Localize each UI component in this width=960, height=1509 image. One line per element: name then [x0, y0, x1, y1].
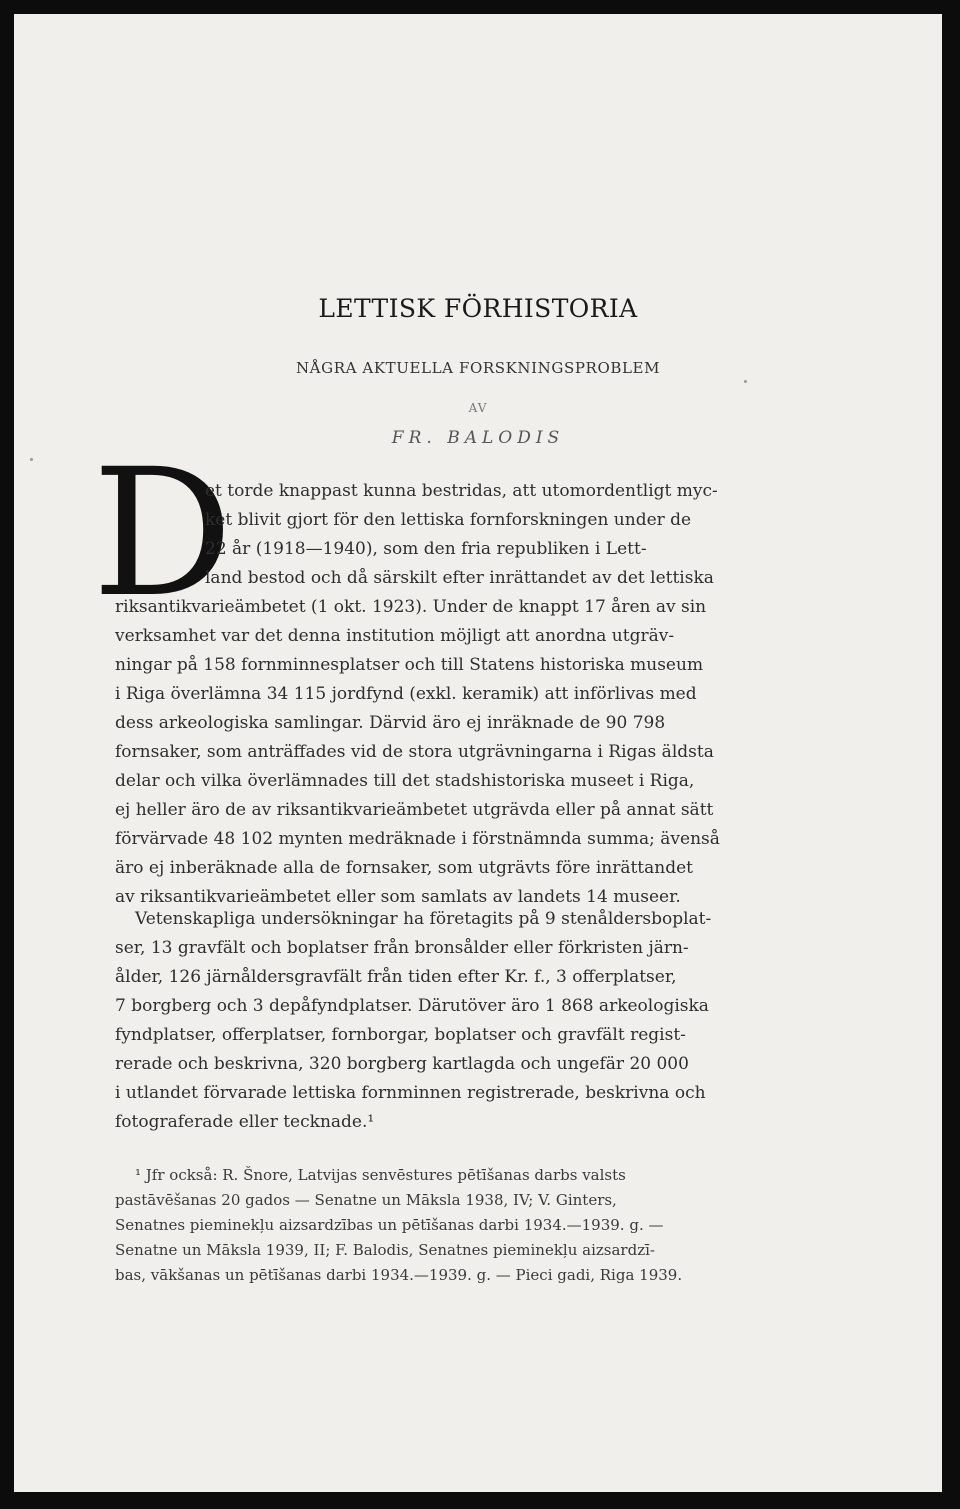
text-line: et torde knappast kunna bestridas, att utomordentligt myc-: [205, 481, 718, 501]
text-line: ningar på 158 fornminnesplatser och till Statens historiska museum: [115, 655, 704, 675]
paragraph-1: [101, 480, 827, 930]
text-line: i Riga överlämna 34 115 jordfynd (exkl. keramik) att införlivas med: [115, 684, 697, 704]
scan-speck: [744, 380, 747, 383]
article-subtitle: NÅGRA AKTUELLA FORSKNINGSPROBLEM: [295, 359, 661, 377]
text-line: dess arkeologiska samlingar. Därvid äro ej inräknade de 90 798: [115, 713, 666, 733]
paragraph-2: [101, 908, 827, 1158]
footnote-line: pastāvēšanas 20 gados — Senatne un Māksla 1938, IV; V. Ginters,: [115, 1191, 617, 1209]
byline-label: AV: [468, 401, 488, 415]
text-line: förvärvade 48 102 mynten medräknade i förstnämnda summa; ävenså: [115, 829, 720, 849]
text-line: i utlandet förvarade lettiska fornminnen registrerade, beskrivna och: [115, 1083, 706, 1103]
footnote-line: Senatnes pieminekļu aizsardzības un pētīšanas darbi 1934.—1939. g. —: [115, 1216, 664, 1234]
text-line: ser, 13 gravfält och boplatser från bronsålder eller förkristen järn-: [115, 938, 689, 958]
text-line: äro ej inberäknade alla de fornsaker, som utgrävts före inrättandet: [115, 858, 693, 878]
text-line: land bestod och då särskilt efter inrättandet av det lettiska: [205, 568, 714, 588]
text-line: fornsaker, som anträffades vid de stora utgrävningarna i Rigas äldsta: [115, 742, 714, 762]
scan-speck: [30, 458, 33, 461]
text-line: rerade och beskrivna, 320 borgberg kartlagda och ungefär 20 000: [115, 1054, 689, 1074]
footnote-line: bas, vākšanas un pētīšanas darbi 1934.—1939. g. — Pieci gadi, Riga 1939.: [115, 1266, 683, 1284]
text-line: av riksantikvarieämbetet eller som samlats av landets 14 museer.: [115, 887, 681, 907]
text-line: fotograferade eller tecknade.¹: [115, 1112, 375, 1132]
text-line: fyndplatser, offerplatser, fornborgar, boplatser och gravfält regist-: [115, 1025, 686, 1045]
drop-cap: D: [92, 431, 234, 636]
text-line: ket blivit gjort för den lettiska fornforskningen under de: [205, 510, 692, 530]
text-line: Vetenskapliga undersökningar ha företagits på 9 stenåldersboplat-: [135, 909, 712, 929]
text-line: ej heller äro de av riksantikvarieämbetet utgrävda eller på annat sätt: [115, 800, 714, 820]
text-line: riksantikvarieämbetet (1 okt. 1923). Under de knappt 17 åren av sin: [115, 597, 707, 617]
author-name: FR. BALODIS: [391, 428, 565, 448]
text-line: delar och vilka överlämnades till det stadshistoriska museet i Riga,: [115, 771, 695, 791]
text-line: 22 år (1918—1940), som den fria republiken i Lett-: [205, 539, 647, 559]
text-line: verksamhet var det denna institution möjligt att anordna utgräv-: [115, 626, 675, 646]
text-line: 7 borgberg och 3 depåfyndplatser. Därutöver äro 1 868 arkeologiska: [115, 996, 709, 1016]
footnote: [101, 1164, 827, 1294]
footnote-line: ¹ Jfr också: R. Šnore, Latvijas senvēstures pētīšanas darbs valsts: [135, 1166, 626, 1184]
book-page: [14, 14, 942, 1492]
footnote-line: Senatne un Māksla 1939, II; F. Balodis, Senatnes pieminekļu aizsardzī-: [115, 1241, 655, 1259]
article-title: LETTISK FÖRHISTORIA: [318, 294, 638, 323]
text-line: ålder, 126 järnåldersgravfält från tiden efter Kr. f., 3 offerplatser,: [115, 967, 677, 987]
